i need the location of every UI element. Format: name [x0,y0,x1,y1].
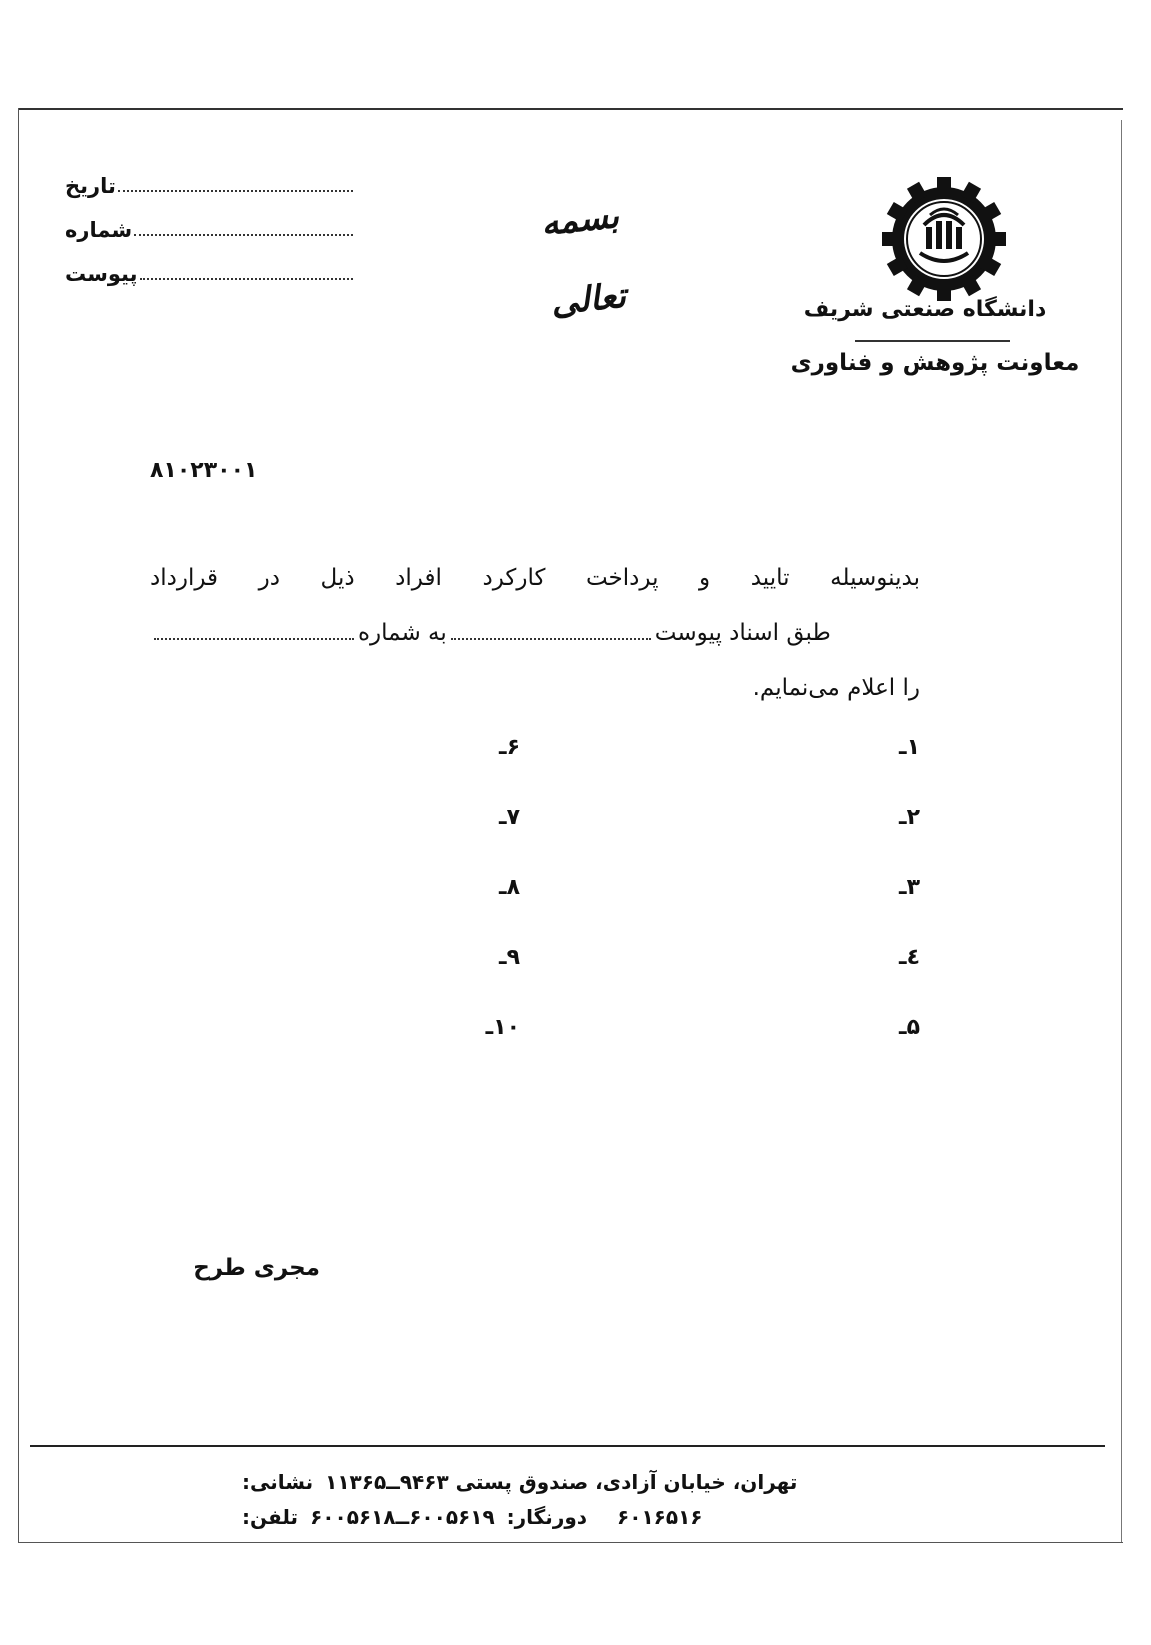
list-item-4: ٤ـ [899,945,920,970]
date-dotted-line [118,190,353,192]
list-item-10: ۱۰ـ [485,1015,520,1040]
attachment-docs-text: طبق اسناد پیوست [654,620,831,646]
page-border-left [18,108,19,1543]
attachment-dotted-line [140,278,353,280]
list-item-3: ۳ـ [899,875,920,900]
date-label: تاریخ [65,174,116,198]
university-logo-icon [880,175,1008,303]
phone-label: تلفن: [242,1505,299,1529]
attachment-field [65,256,355,292]
fax-label: دورنگار: [506,1505,588,1529]
footer-divider [30,1445,1105,1447]
list-item-5: ۵ـ [899,1015,920,1040]
number-field [65,212,355,248]
list-item-8: ۸ـ [499,875,520,900]
page-border-bottom [18,1542,1123,1543]
list-item-1: ۱ـ [899,735,920,760]
list-item-9: ۹ـ [499,945,520,970]
address-label: نشانی: [242,1470,314,1494]
number-dotted-line-2 [451,638,651,640]
footer-address [230,1470,870,1494]
address-value: تهران، خیابان آزادی، صندوق پستی ۹۴۶۳ــ۱۱۳۶۵ [325,1470,798,1494]
attachment-label: پیوست [65,262,138,286]
fax-value: ۶۰۱۶۵۱۶ [617,1505,703,1529]
contract-number-label: به شماره [358,620,447,646]
body-line-1: بدینوسیله تایید و پرداخت کارکرد افراد ذیل در قرارداد [150,565,920,591]
invocation-calligraphy: بسمه تعالی [539,196,628,324]
list-item-7: ۷ـ [499,805,520,830]
org-divider [855,340,1010,342]
contract-dotted-line [154,638,354,640]
university-name: دانشگاه صنعتی شریف [803,297,1047,322]
body-line-3: را اعلام می‌نمایم. [752,675,920,701]
page-border-top [18,108,1123,110]
page-border-right [1121,120,1122,1542]
list-item-2: ۲ـ [899,805,920,830]
date-field [65,168,355,204]
list-item-6: ۶ـ [499,735,520,760]
phone-value: ۶۰۰۵۶۱۹ــ۶۰۰۵۶۱۸ [310,1505,495,1529]
project-manager-signature-label: مجری طرح [193,1255,320,1281]
document-code: ۸۱۰۲۳۰۰۱ [150,458,258,483]
body-line-2 [150,620,920,646]
number-label: شماره [65,218,133,242]
department-name: معاونت پژوهش و فناوری [790,350,1080,376]
number-dotted-line [134,234,353,236]
footer-contact [230,1505,870,1529]
